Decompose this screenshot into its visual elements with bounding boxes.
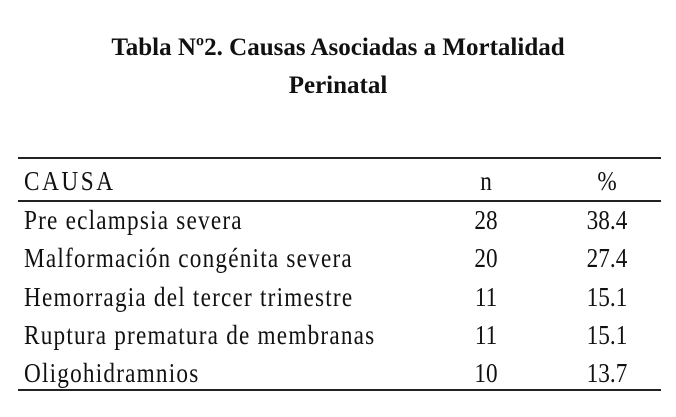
table-top-rule (18, 157, 661, 159)
row-5-percent: 13.7 (586, 358, 628, 388)
row-3-causa: Hemorragia del tercer trimestre (24, 282, 354, 312)
row-4-percent: 15.1 (586, 320, 628, 350)
header-percent: % (597, 166, 617, 196)
row-1-n: 28 (474, 205, 498, 235)
row-1-percent: 38.4 (586, 205, 628, 235)
row-1-causa: Pre eclampsia severa (24, 205, 243, 235)
row-5-causa: Oligohidramnios (24, 358, 200, 388)
row-3-n: 11 (474, 282, 498, 312)
row-2-percent: 27.4 (586, 243, 628, 273)
table-title-line-2: Perinatal (288, 72, 388, 99)
table-title-line-1: Tabla Nº2. Causas Asociadas a Mortalidad (111, 34, 565, 61)
header-n: n (480, 166, 492, 196)
table-bottom-rule (18, 389, 661, 391)
row-4-n: 11 (474, 320, 498, 350)
row-4-causa: Ruptura prematura de membranas (24, 320, 376, 350)
row-5-n: 10 (474, 358, 498, 388)
row-3-percent: 15.1 (586, 282, 628, 312)
row-2-causa: Malformación congénita severa (24, 243, 353, 273)
header-causa: CAUSA (24, 166, 116, 196)
header-rule (18, 200, 661, 202)
row-2-n: 20 (474, 243, 498, 273)
